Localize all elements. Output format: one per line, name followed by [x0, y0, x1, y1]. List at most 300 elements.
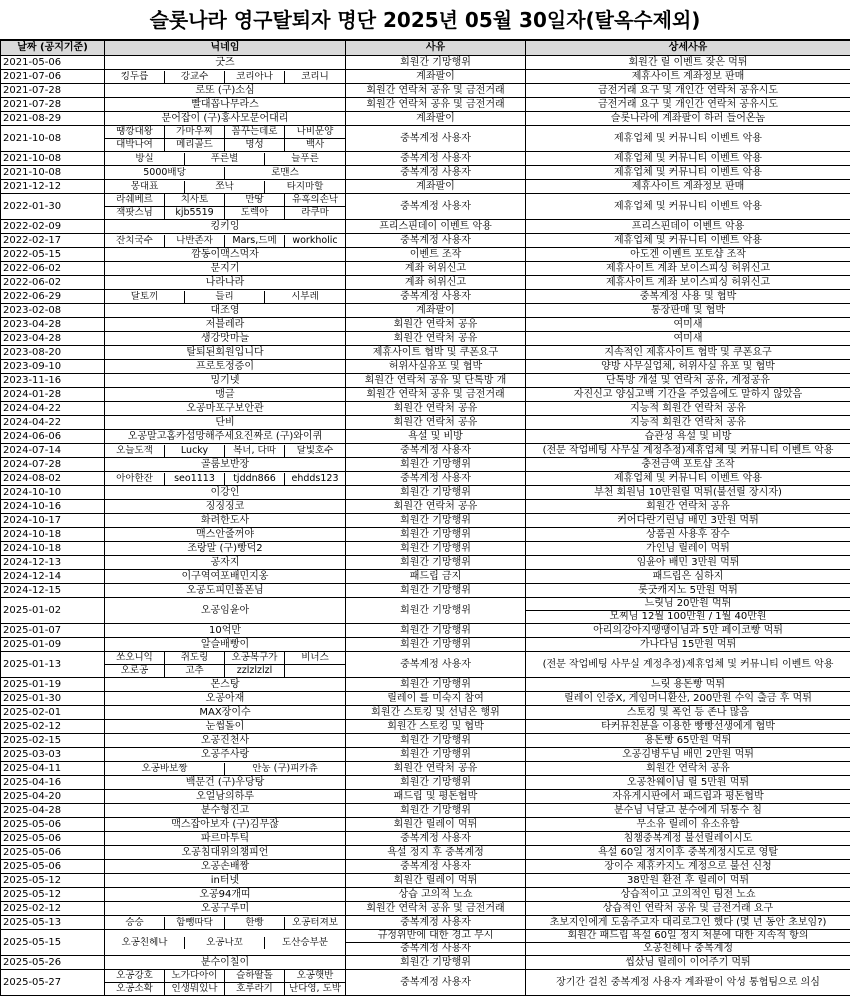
row-detail [526, 416, 850, 430]
row-date: 2024-06-06 [1, 430, 105, 444]
table-row [1, 430, 850, 444]
reason-text: 욕설 및 비방 [408, 430, 463, 442]
row-date: 2023-02-08 [1, 304, 105, 318]
table-row [1, 776, 850, 790]
nickname: 밍기넷 [210, 374, 240, 386]
row-reason [346, 970, 526, 996]
row-detail [526, 360, 850, 374]
detail-text: 오공친헤나 중복계정 [526, 942, 850, 955]
row-nicknames [105, 180, 346, 194]
row-reason [346, 276, 526, 290]
row-reason [346, 304, 526, 318]
nickname: 로맨스 [271, 166, 299, 178]
row-date: 2025-04-11 [1, 762, 105, 776]
nickname: 늘푸른 [291, 152, 319, 164]
nickname: 난다영, 도박 [289, 983, 341, 994]
nickname: 오공강호 [105, 970, 165, 983]
reason-text: 릴레이 를 미숙지 참여 [387, 692, 484, 704]
nickname: 인생뭐있나 [165, 983, 225, 995]
nickname: 공자지 [210, 556, 240, 568]
row-reason [346, 860, 526, 874]
header-detail: 상세사유 [526, 41, 850, 56]
nickname: tjddn866 [225, 473, 285, 485]
row-detail [526, 112, 850, 126]
row-detail [526, 180, 850, 194]
row-detail [526, 888, 850, 902]
row-date: 2025-01-02 [1, 598, 105, 624]
nickname: in터넷 [210, 874, 240, 886]
nickname: 들리 [185, 291, 265, 303]
nickname: 달토끼 [105, 291, 185, 303]
row-nicknames [105, 290, 346, 304]
row-date: 2023-08-20 [1, 346, 105, 360]
row-reason [346, 678, 526, 692]
nickname: 오공나꼬 [185, 937, 265, 949]
nickname: 가마우찌 [165, 126, 225, 139]
nickname: seo1113 [165, 473, 225, 485]
row-nicknames [105, 776, 346, 790]
nickname: 명성 [225, 139, 285, 151]
row-reason [346, 916, 526, 930]
row-nicknames [105, 248, 346, 262]
row-detail [526, 500, 850, 514]
reason-text: 제휴사이트 협박 및 쿠폰요구 [372, 346, 499, 358]
row-nicknames [105, 638, 346, 652]
row-nicknames [105, 652, 346, 678]
nickname: 화려한도사 [200, 514, 250, 526]
row-date: 2025-05-06 [1, 818, 105, 832]
row-date: 2024-07-14 [1, 444, 105, 458]
row-detail [526, 846, 850, 860]
detail-text: 아리의강아지땡땡이님과 5만 페이코빵 먹튀 [593, 624, 783, 636]
table-row [1, 860, 850, 874]
reason-text: 중복계정 사용자 [400, 860, 471, 872]
reason-text: 회원간 기망행위 [400, 604, 471, 616]
row-date: 2025-01-19 [1, 678, 105, 692]
nickname: 오공복구가 [225, 652, 285, 665]
row-reason [346, 624, 526, 638]
row-detail [526, 570, 850, 584]
row-detail [526, 234, 850, 248]
nickname: 도산승부분 [282, 936, 328, 948]
row-reason [346, 776, 526, 790]
detail-text: 자유게시판에서 패드립과 평돈협박 [612, 790, 764, 802]
nickname: 10억만 [208, 624, 242, 636]
detail-text: 제휴업체 및 커뮤니티 이벤트 악용 [614, 132, 762, 144]
row-reason [346, 318, 526, 332]
detail-text: 분수님 닉달고 분수에게 뒤통수 침 [614, 804, 762, 816]
row-detail [526, 692, 850, 706]
reason-text: 패드립 금지 [409, 570, 462, 582]
row-reason [346, 692, 526, 706]
reason-text: 패드립 및 평돈협박 [393, 790, 478, 802]
nickname: 킹두릅 [105, 71, 165, 83]
row-detail [526, 430, 850, 444]
nickname: 달빛호수 [296, 444, 334, 456]
table-row [1, 734, 850, 748]
row-detail [526, 598, 850, 624]
table-row [1, 706, 850, 720]
row-detail [526, 584, 850, 598]
reason-text: 계좌팔이 [416, 304, 455, 316]
nickname: 코리아나 [225, 71, 285, 83]
detail-text: 양방 사무실업체, 허위사실 유포 및 협박 [601, 360, 775, 372]
table-row [1, 638, 850, 652]
nickname: 오공햇반 [285, 970, 345, 983]
row-nicknames [105, 486, 346, 500]
nickname: 맹글 [215, 388, 235, 400]
row-date: 2021-07-06 [1, 70, 105, 84]
reason-text: 이벤트 조작 [409, 248, 462, 260]
table-row [1, 248, 850, 262]
table-row [1, 888, 850, 902]
table-row [1, 458, 850, 472]
row-detail [526, 262, 850, 276]
row-reason [346, 70, 526, 84]
row-date: 2025-05-12 [1, 874, 105, 888]
row-date: 2025-01-30 [1, 692, 105, 706]
row-reason [346, 430, 526, 444]
reason-text: 회원간 기망행위 [400, 542, 471, 554]
row-date: 2021-10-08 [1, 126, 105, 152]
detail-text: (전문 작업베팅 사무실 계정추정)제휴업체 및 커뮤니티 이벤트 악용 [542, 444, 834, 456]
table-row [1, 126, 850, 152]
detail-text: 단톡방 개설 및 연락처 공유, 계정공유 [606, 374, 770, 386]
row-reason [346, 542, 526, 556]
nickname: 승승 [105, 917, 165, 929]
nickname-grid [105, 970, 345, 995]
row-detail [526, 514, 850, 528]
row-detail [526, 402, 850, 416]
nickname: 오공주사랑 [200, 748, 250, 760]
table-row [1, 444, 850, 458]
row-date: 2025-05-06 [1, 860, 105, 874]
detail-text: 제휴업체 및 커뮤니티 이벤트 악용 [614, 166, 762, 178]
reason-text: 계좌팔이 [416, 70, 455, 82]
row-detail [526, 556, 850, 570]
nickname: 분수형진고 [200, 804, 250, 816]
reason-text: 회원간 기망행위 [400, 776, 471, 788]
row-date: 2021-12-12 [1, 180, 105, 194]
detail-text: 무소유 릴레이 유소유함 [636, 818, 740, 830]
nickname: 오로공 [105, 665, 165, 677]
reason-text: 욕설 정지 후 중복계정 [387, 846, 484, 858]
detail-text: 지능적 회원간 연락처 공유 [630, 402, 746, 414]
row-nicknames [105, 98, 346, 112]
table-header-row [1, 41, 850, 56]
detail-text: 아도겐 이벤트 포토샵 조작 [630, 248, 746, 260]
table-row [1, 290, 850, 304]
row-detail [526, 832, 850, 846]
detail-text: 스토킹 및 폭언 등 존나 많음 [626, 706, 750, 718]
nickname: 골룸보반장 [200, 458, 250, 470]
row-reason [346, 444, 526, 458]
reason-text: 규정위반에 대한 경고 무시 [377, 930, 494, 941]
table-row [1, 624, 850, 638]
table-row [1, 762, 850, 776]
row-date: 2025-05-12 [1, 888, 105, 902]
table-row [1, 874, 850, 888]
nickname: 잭팟스님 [105, 207, 165, 219]
row-reason [346, 790, 526, 804]
table-row [1, 84, 850, 98]
detail-text: 상품권 사용후 잠수 [646, 528, 730, 540]
nickname: 강교수 [165, 71, 225, 83]
nickname: 오공94개띠 [199, 888, 251, 900]
row-reason [346, 346, 526, 360]
detail-text: 제휴사이트 계좌정보 판매 [631, 70, 745, 82]
row-date: 2024-07-28 [1, 458, 105, 472]
row-reason [346, 234, 526, 248]
nickname: 백문건 (구)우당탕 [185, 776, 265, 788]
nickname: 안농 (구)피카츄 [252, 762, 318, 774]
detail-text: 금전거래 요구 및 개인간 연락처 공유시도 [597, 84, 779, 96]
row-detail [526, 126, 850, 152]
detail-text: 릴레이 인증X, 게임머니환산, 200만원 수익 출금 후 먹튀 [564, 692, 812, 704]
nickname: 오공친헤나 [105, 937, 185, 949]
row-nicknames [105, 360, 346, 374]
nickname: 노가다아이 [165, 970, 225, 983]
row-reason [346, 416, 526, 430]
nickname: 백사 [305, 139, 325, 150]
nickname-grid [105, 71, 345, 83]
row-reason [346, 902, 526, 916]
nickname: 나라나라 [205, 276, 245, 288]
nickname: 치사토 [165, 194, 225, 207]
row-nicknames [105, 194, 346, 220]
detail-text: 여미새 [673, 332, 703, 344]
row-reason [346, 514, 526, 528]
row-date: 2021-10-08 [1, 166, 105, 180]
nickname: 라쉐베르 [105, 194, 165, 207]
reason-text: 회원간 기망행위 [400, 514, 471, 526]
reason-text: 계좌 허위신고 [404, 262, 467, 274]
row-reason [346, 956, 526, 970]
reason-text: 회원간 연락처 공유 및 금전거래 [366, 902, 505, 914]
row-detail [526, 678, 850, 692]
row-nicknames [105, 720, 346, 734]
nickname: 오공말고홈카섭망해주세요진짜로 (구)와이퀴 [127, 430, 323, 442]
row-nicknames [105, 472, 346, 486]
row-date: 2025-04-20 [1, 790, 105, 804]
row-date: 2025-01-07 [1, 624, 105, 638]
banned-users-table [0, 40, 850, 996]
reason-text: 회원간 연락처 공유 [393, 416, 478, 428]
row-date: 2023-04-28 [1, 318, 105, 332]
reason-text: 회원간 연락처 공유 [393, 402, 478, 414]
row-nicknames [105, 970, 346, 996]
nickname: 방실 [105, 153, 185, 165]
row-nicknames [105, 374, 346, 388]
row-date: 2025-05-13 [1, 916, 105, 930]
row-nicknames [105, 444, 346, 458]
row-detail [526, 930, 850, 956]
nickname: 맥스잡아보자 (구)김무잖 [171, 818, 279, 830]
detail-text: 회원간 릴 이벤트 잦은 먹튀 [628, 56, 748, 68]
row-detail [526, 374, 850, 388]
row-reason [346, 98, 526, 112]
nickname: 쪼낙 [185, 181, 265, 193]
table-row [1, 652, 850, 678]
row-date: 2024-08-02 [1, 472, 105, 486]
nickname: 빨대꼽나무라스 [191, 98, 259, 110]
row-nicknames [105, 220, 346, 234]
row-detail [526, 70, 850, 84]
detail-text: 느릿님 20만원 먹튀 [644, 598, 732, 609]
row-date: 2022-06-02 [1, 276, 105, 290]
reason-text: 회원간 기망행위 [400, 56, 471, 68]
row-reason [346, 638, 526, 652]
reason-text: 계좌팔이 [416, 112, 455, 124]
table-row [1, 416, 850, 430]
row-detail [526, 220, 850, 234]
nickname-grid [105, 181, 345, 193]
reason-text: 중복계정 사용자 [400, 976, 471, 988]
table-row [1, 832, 850, 846]
nickname: 비너스 [285, 652, 345, 665]
table-row [1, 570, 850, 584]
reason-text: 회원간 스토킹 및 선넘은 행위 [371, 706, 500, 718]
row-nicknames [105, 818, 346, 832]
row-detail [526, 346, 850, 360]
nickname: 오공바보짱 [105, 763, 225, 775]
detail-text: 지능적 회원간 연락처 공유 [630, 416, 746, 428]
row-reason [346, 748, 526, 762]
table-row [1, 500, 850, 514]
row-date: 2025-02-12 [1, 902, 105, 916]
nickname-grid [105, 126, 345, 151]
row-reason [346, 818, 526, 832]
nickname: 오공마포구보안관 [186, 402, 264, 414]
detail-text: 제휴사이트 계좌정보 판매 [631, 180, 745, 192]
nickname: 쏘오니익 [105, 652, 165, 665]
reason-text: 회원간 기망행위 [400, 956, 471, 968]
nickname: 타지마할 [286, 180, 324, 192]
row-reason [346, 290, 526, 304]
row-nicknames [105, 56, 346, 70]
table-row [1, 472, 850, 486]
row-reason [346, 360, 526, 374]
detail-text: 씹샀님 릴레이 이어주기 먹튀 [625, 956, 751, 968]
row-detail [526, 276, 850, 290]
nickname: 함뺑따닥 [165, 917, 225, 929]
table-row [1, 262, 850, 276]
nickname: 유흑의손낙 [285, 194, 345, 207]
row-date: 2024-10-18 [1, 528, 105, 542]
row-nicknames [105, 874, 346, 888]
row-nicknames [105, 528, 346, 542]
nickname: 단비 [215, 416, 235, 428]
row-detail [526, 388, 850, 402]
reason-text: 중복계정 사용자 [400, 472, 471, 484]
nickname-grid [105, 917, 345, 929]
table-row [1, 902, 850, 916]
detail-text: 여미새 [673, 318, 703, 330]
row-nicknames [105, 706, 346, 720]
detail-text: 제휴사이트 계좌 보이스피싱 허위신고 [605, 276, 771, 288]
table-row [1, 542, 850, 556]
nickname-grid [105, 473, 345, 485]
nickname-grid [105, 167, 345, 179]
row-detail [526, 528, 850, 542]
row-date: 2024-10-18 [1, 542, 105, 556]
row-detail [526, 152, 850, 166]
table-row [1, 220, 850, 234]
row-reason [346, 220, 526, 234]
row-date: 2025-04-16 [1, 776, 105, 790]
table-row [1, 930, 850, 956]
row-detail [526, 970, 850, 996]
nickname: 오공도피민폴폰님 [186, 584, 264, 596]
row-nicknames [105, 734, 346, 748]
nickname: 몬스탕 [210, 678, 240, 690]
row-nicknames [105, 804, 346, 818]
detail-text: 가인님 릴레이 먹튀 [646, 542, 730, 554]
row-detail [526, 804, 850, 818]
row-nicknames [105, 346, 346, 360]
row-date: 2024-10-17 [1, 514, 105, 528]
reason-text: 회원간 기망행위 [400, 556, 471, 568]
nickname: 알슬배빵이 [200, 638, 250, 650]
nickname: kjb5519 [165, 207, 225, 219]
row-detail [526, 762, 850, 776]
row-date: 2022-05-15 [1, 248, 105, 262]
table-row [1, 98, 850, 112]
reason-text: 회원간 연락처 공유 및 금전거래 [366, 84, 505, 96]
row-reason [346, 762, 526, 776]
row-nicknames [105, 70, 346, 84]
reason-text: 회원간 기망행위 [400, 748, 471, 760]
row-reason [346, 528, 526, 542]
table-row [1, 180, 850, 194]
row-detail [526, 542, 850, 556]
nickname: 오공터져보 [292, 916, 338, 928]
reason-text: 중복계정 사용자 [400, 166, 471, 178]
row-nicknames [105, 542, 346, 556]
row-date: 2025-02-15 [1, 734, 105, 748]
reason-text: 중복계정 사용자 [346, 942, 525, 955]
reason-text: 회원간 연락처 공유 [393, 332, 478, 344]
table-row [1, 360, 850, 374]
row-nicknames [105, 678, 346, 692]
nickname-grid [105, 937, 345, 949]
reason-text: 회원간 기망행위 [400, 734, 471, 746]
detail-text: 제휴업체 및 커뮤니티 이벤트 악용 [614, 152, 762, 164]
row-nicknames [105, 624, 346, 638]
row-nicknames [105, 112, 346, 126]
reason-text: 중복계정 사용자 [400, 444, 471, 456]
row-reason [346, 888, 526, 902]
nickname: 문어잡이 (구)홍사모문어대리 [161, 112, 289, 124]
reason-text: 회원간 연락처 공유 및 단톡방 개 [364, 374, 507, 386]
row-detail [526, 652, 850, 678]
table-row [1, 720, 850, 734]
detail-text: 통장판매 및 협박 [651, 304, 725, 316]
detail-text: 욕설 60일 정지이후 중복계정시도로 영탈 [598, 846, 778, 858]
nickname: MAX장이수 [199, 706, 251, 718]
table-row [1, 818, 850, 832]
row-nicknames [105, 234, 346, 248]
reason-text: 회원간 기망행위 [400, 624, 471, 636]
row-detail [526, 790, 850, 804]
row-reason [346, 56, 526, 70]
row-reason [346, 584, 526, 598]
reason-text: 회원간 기망행위 [400, 638, 471, 650]
row-date: 2024-12-14 [1, 570, 105, 584]
nickname: 슬하딸돌 [225, 970, 285, 983]
detail-text: 제휴업체 및 커뮤니티 이벤트 악용 [614, 234, 762, 246]
row-detail [526, 874, 850, 888]
